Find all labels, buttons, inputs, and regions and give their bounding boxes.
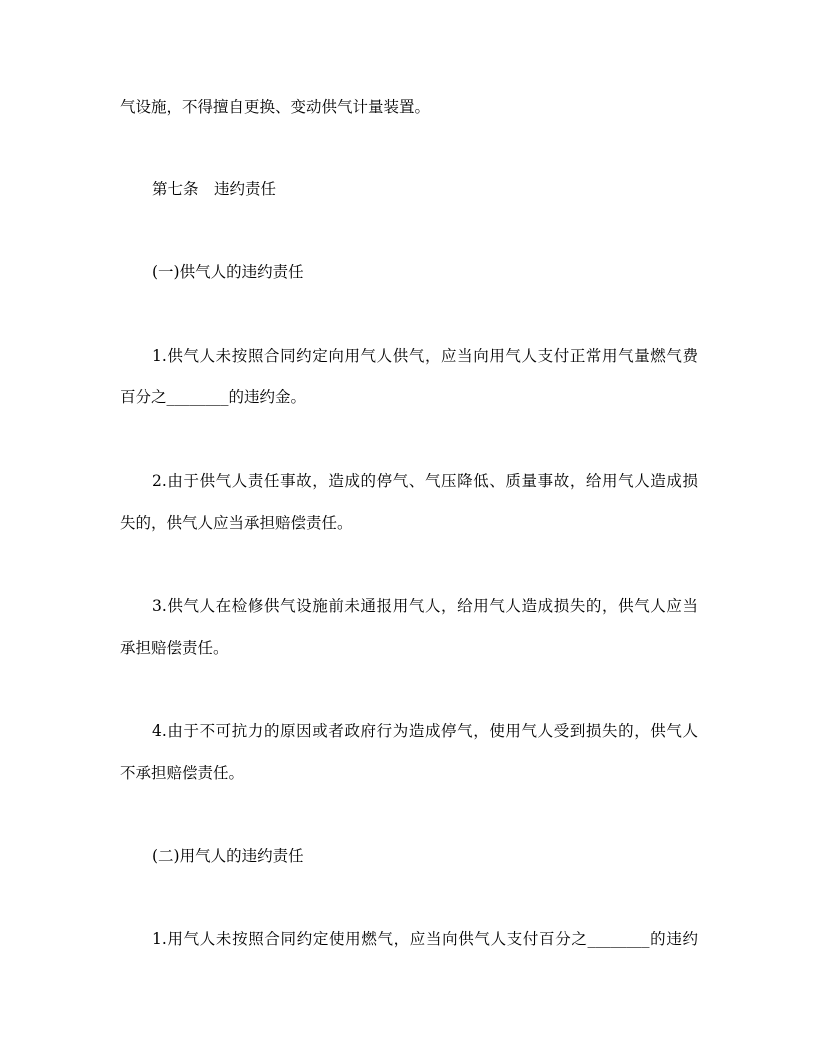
paragraph-line: 失的，供气人应当承担赔偿责任。 (120, 514, 353, 532)
paragraph-line: 不承担赔偿责任。 (120, 764, 245, 782)
paragraph-line: 1.供气人未按照合同约定向用气人供气，应当向用气人支付正常用气量燃气费 (152, 347, 698, 365)
section-heading: (一)供气人的违约责任 (152, 263, 304, 281)
paragraph-line: 2.由于供气人责任事故，造成的停气、气压降低、质量事故，给用气人造成损 (152, 472, 698, 490)
paragraph-line: 3.供气人在检修供气设施前未通报用气人，给用气人造成损失的，供气人应当 (152, 597, 698, 615)
paragraph-line: 百分之________的违约金。 (120, 388, 307, 406)
paragraph-line: 承担赔偿责任。 (120, 639, 229, 657)
article-heading: 第七条 违约责任 (152, 180, 277, 198)
paragraph-line: 4.由于不可抗力的原因或者政府行为造成停气，使用气人受到损失的，供气人 (152, 722, 698, 740)
paragraph-line: 气设施，不得擅自更换、变动供气计量装置。 (120, 98, 431, 116)
paragraph-line: 1.用气人未按照合同约定使用燃气，应当向供气人支付百分之________的违约 (152, 930, 698, 948)
section-heading: (二)用气人的违约责任 (152, 847, 304, 865)
